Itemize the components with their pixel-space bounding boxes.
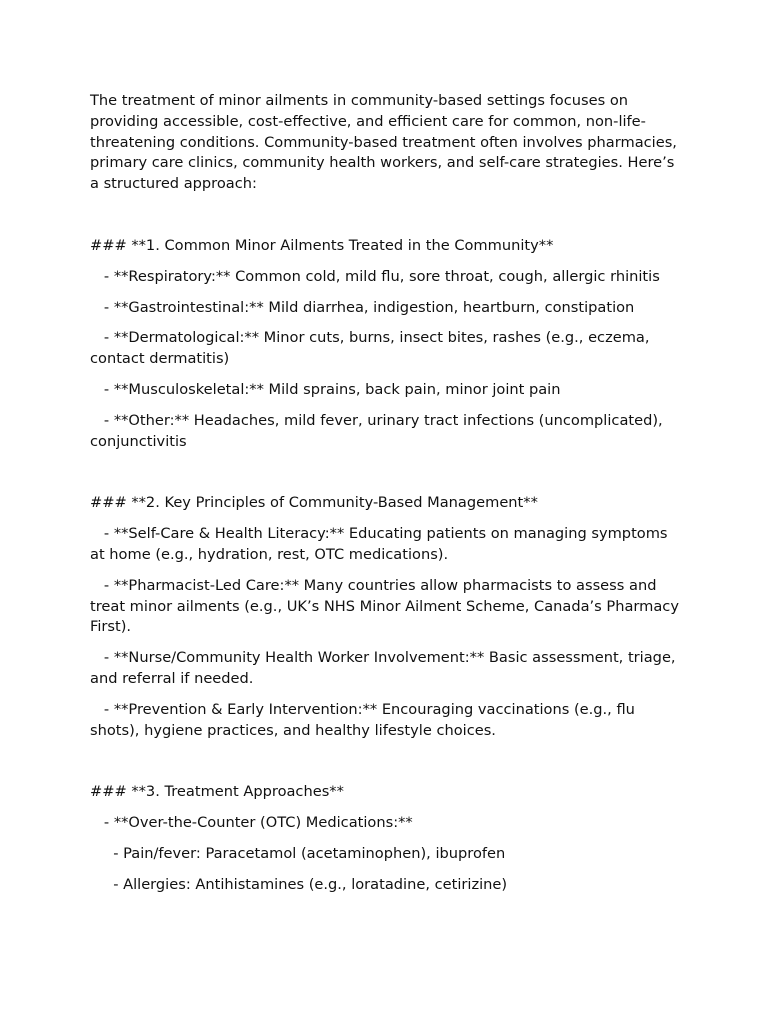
- list-item: - **Self-Care & Health Literacy:** Educating patients on managing symptoms at home (e.g., hydration, rest, OTC medications).: [90, 525, 673, 563]
- list-item: - **Prevention & Early Intervention:** Encouraging vaccinations (e.g., flu shots), hygiene practices, and healthy lifestyle choices.: [90, 700, 640, 739]
- list-item: - **Respiratory:** Common cold, mild flu, sore throat, cough, allergic rhinitis: [90, 267, 660, 285]
- section-heading-3: ### **3. Treatment Approaches**: [90, 783, 344, 801]
- list-item: - **Nurse/Community Health Worker Involvement:** Basic assessment, triage, and referral if needed.: [90, 649, 681, 687]
- list-item: - **Other:** Headaches, mild fever, urinary tract infections (uncomplicated), conjunctivitis: [90, 411, 668, 450]
- list-item: - Allergies: Antihistamines (e.g., loratadine, cetirizine): [90, 875, 508, 893]
- section-heading-2: ### **2. Key Principles of Community-Based Management**: [90, 494, 538, 512]
- list-item: - **Pharmacist-Led Care:** Many countries allow pharmacists to assess and treat minor ailments (e.g., UK’s NHS Minor Ailment Scheme, Canada’s Pharmacy First).: [90, 576, 684, 636]
- list-item: - **Dermatological:** Minor cuts, burns, insect bites, rashes (e.g., eczema, contact dermatitis): [90, 329, 655, 368]
- list-item: - **Gastrointestinal:** Mild diarrhea, indigestion, heartburn, constipation: [90, 298, 635, 316]
- list-item: - Pain/fever: Paracetamol (acetaminophen), ibuprofen: [90, 844, 506, 862]
- document-page: [90, 91, 684, 906]
- intro-paragraph: The treatment of minor ailments in community-based settings focuses on providing accessible, cost-effective, and efficient care for common, non-life-threatening conditions. Community-based treatment often involves pharmacies, primary care clinics, community health workers, and self-care strategies. Here’s a structured approach:: [90, 92, 682, 193]
- list-item: - **Musculoskeletal:** Mild sprains, back pain, minor joint pain: [90, 380, 561, 398]
- list-item: - **Over-the-Counter (OTC) Medications:**: [90, 814, 413, 832]
- section-heading-1: ### **1. Common Minor Ailments Treated in the Community**: [90, 236, 554, 254]
